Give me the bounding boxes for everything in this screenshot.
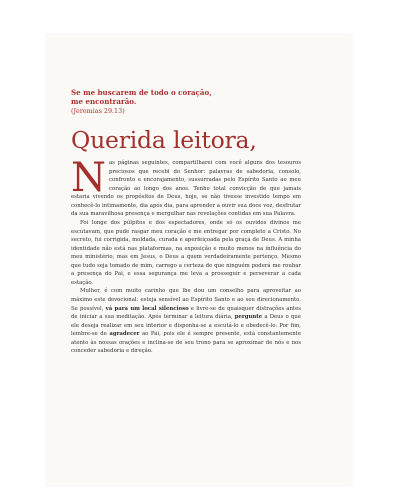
p3-text-d: a Deus o que ele deseja realizar em seu interior e disponha-se a escutá-lo e obedecê-lo. Por fim, lembre-se de: [71, 314, 301, 338]
p3-text-e: ao Pai, pois ele é sempre presente, está constantemente atento às nossas orações e inclina-se de seu trono para se aproximar de nós e nos conceder sabedoria e direção.: [71, 331, 301, 355]
letter-body: [71, 155, 301, 356]
epigraph: [71, 88, 301, 115]
p3-bold-thank: agradecer: [109, 331, 140, 338]
p3-text-a: Mulher, é com muito carinho que lhe dou um conselho para aproveitar ao máximo este devocional: esteja sensível ao Espírito Santo e ao seu direcionamento. Se possível,: [71, 288, 301, 312]
paragraph-1-text: as páginas seguintes, compartilharei com você alguns dos tesouros preciosos que recebi do Senhor: palavras de sabedoria, consolo, confronto e encorajamento, sussurradas pelo Espírito Santo ao meu coração ao longo dos anos. Tenho total convicção de que jamais estaria vivendo os propósitos de Deus, hoje, se não tivesse investido tempo em conhecê-lo intimamente, dia após dia, para aprender a ouvir sua doce voz, desfrutar da sua maravilhosa presença e mergulhar nas revelações contidas em sua Palavra.: [71, 160, 301, 218]
epigraph-quote: Se me buscarem de todo o coração, me encontrarão.: [71, 88, 212, 107]
epigraph-reference: (Jeremias 29.13): [71, 106, 125, 115]
paragraph-3: [71, 287, 301, 356]
p3-text-c: e livre-se de quaisquer distrações antes de iniciar a sua meditação. Após terminar a leitura diária,: [71, 305, 301, 321]
p3-bold-silent-place: vá para um local silencioso: [105, 305, 189, 312]
paragraph-2: Foi longe dos púlpitos e dos espectadores, onde só os ouvidos divinos me escutavam, que pude rasgar meu coração e me entregar por completo a Cristo. No secreto, fui corrigida, moldada, curada e aperfeiçoada pela graça de Deus. A minha identidade não está nas plataformas, na exposição e muito menos na influência do meu ministério, mas em Jesus, o Deus a quem verdadeiramente pertenço. Mesmo que tudo seja tomado de mim, carrego a certeza de que ninguém poderá me roubar a presença do Pai, e essa segurança me leva a prosseguir e perseverar a cada estação.: [71, 219, 301, 286]
letter-heading: Querida leitora,: [71, 126, 257, 154]
paragraph-1: [71, 155, 301, 219]
drop-cap: N: [71, 155, 106, 201]
p3-bold-ask: pergunte: [234, 314, 263, 321]
